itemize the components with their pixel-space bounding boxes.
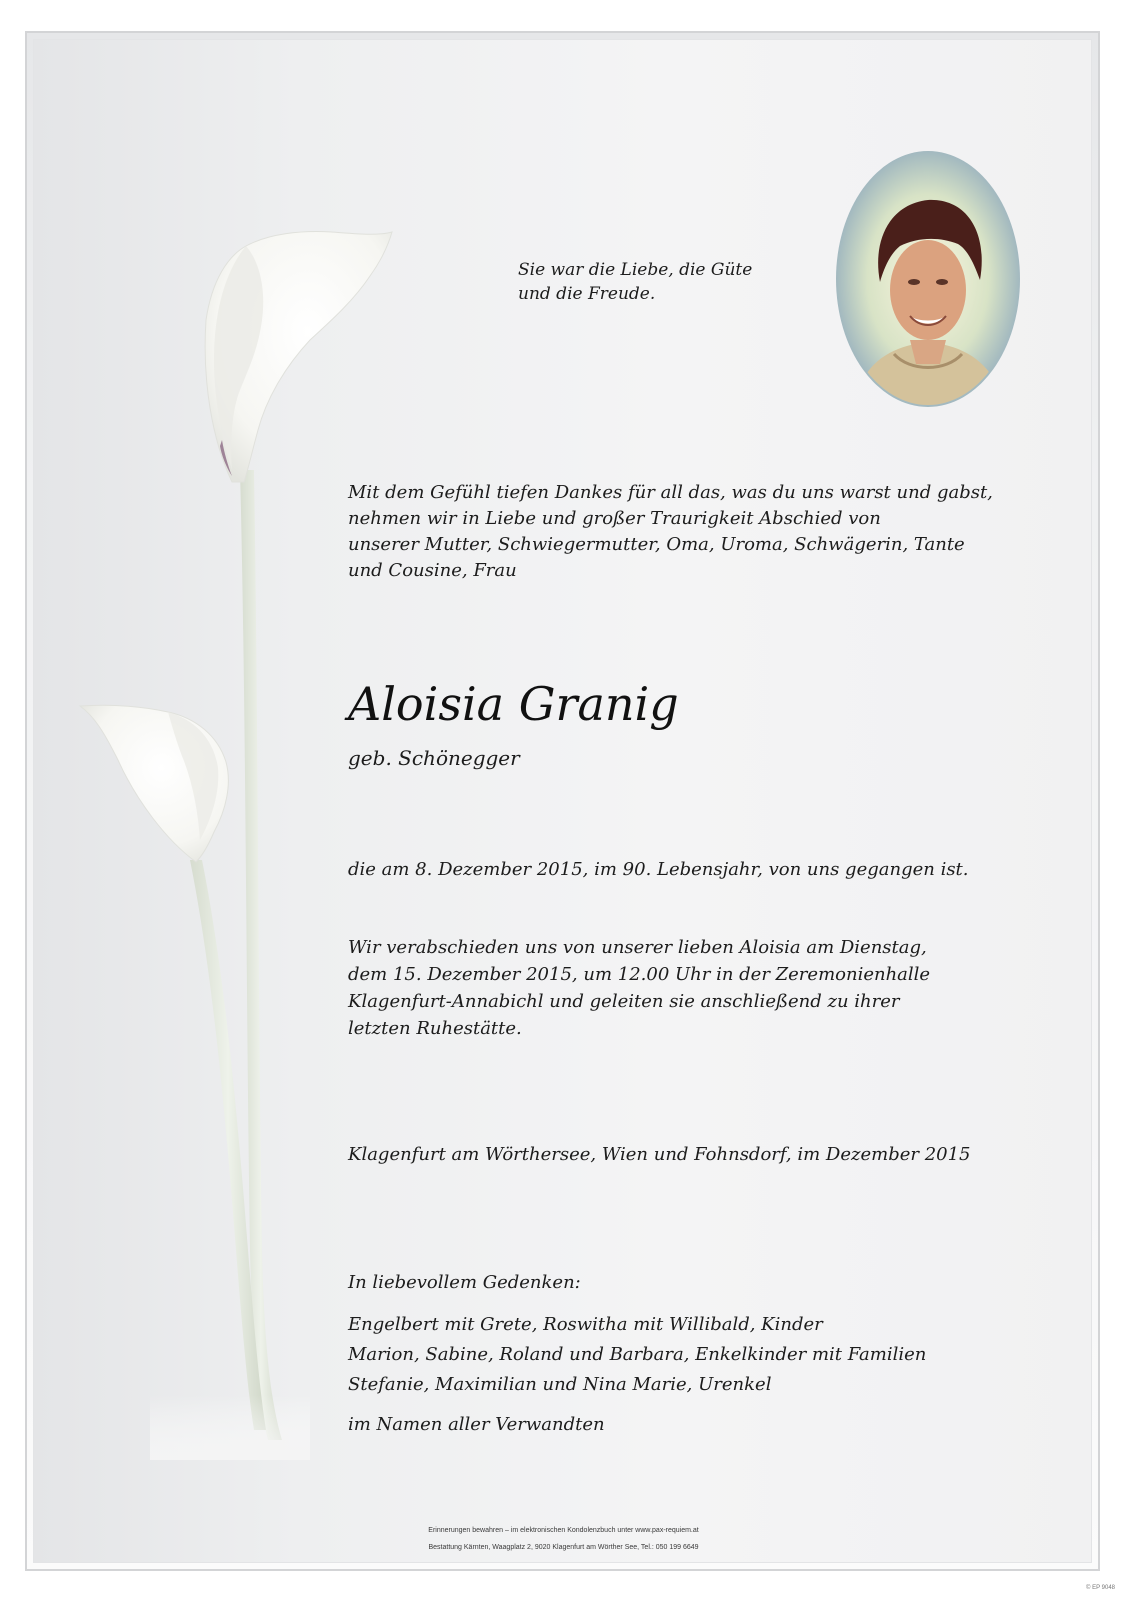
ceremony-line-2: dem 15. Dezember 2015, um 12.00 Uhr in der Zeremonienhalle <box>348 964 931 985</box>
death-notice: die am 8. Dezember 2015, im 90. Lebensjahr, von uns gegangen ist. <box>348 859 969 880</box>
intro-line-4: und Cousine, Frau <box>348 560 517 581</box>
quote-line-2: und die Freude. <box>518 284 656 304</box>
stem-bottom-fade <box>150 1200 310 1460</box>
portrait-photo <box>834 150 1022 408</box>
relatives-line: im Namen aller Verwandten <box>348 1414 605 1435</box>
mourners-line-3: Stefanie, Maximilian und Nina Marie, Urenkel <box>348 1374 772 1395</box>
ceremony-line-1: Wir verabschieden uns von unserer lieben Aloisia am Dienstag, <box>348 937 927 958</box>
memorial-quote <box>518 258 752 306</box>
remembrance-heading: In liebevollem Gedenken: <box>348 1272 581 1293</box>
quote-line-1: Sie war die Liebe, die Güte <box>518 260 753 280</box>
farewell-intro <box>348 480 993 584</box>
mourners-list <box>348 1310 926 1400</box>
place-and-date: Klagenfurt am Wörthersee, Wien und Fohnsdorf, im Dezember 2015 <box>348 1144 971 1165</box>
intro-line-2: nehmen wir in Liebe und großer Traurigkeit Abschied von <box>348 508 881 529</box>
ceremony-line-4: letzten Ruhestätte. <box>348 1018 522 1039</box>
intro-line-1: Mit dem Gefühl tiefen Dankes für all das, was du uns warst und gabst, <box>348 482 993 503</box>
footer-funeral-home: Bestattung Kärnten, Waagplatz 2, 9020 Klagenfurt am Wörther See, Tel.: 050 199 6649 <box>428 1544 699 1551</box>
deceased-name: Aloisia Granig <box>348 677 679 731</box>
mourners-line-2: Marion, Sabine, Roland und Barbara, Enkelkinder mit Familien <box>348 1344 927 1365</box>
mourners-line-1: Engelbert mit Grete, Roswitha mit Willibald, Kinder <box>348 1314 823 1335</box>
ceremony-details <box>348 934 930 1042</box>
birth-name: geb. Schönegger <box>348 746 520 770</box>
ceremony-line-3: Klagenfurt-Annabichl und geleiten sie anschließend zu ihrer <box>348 991 900 1012</box>
intro-line-3: unserer Mutter, Schwiegermutter, Oma, Uroma, Schwägerin, Tante <box>348 534 965 555</box>
footer-condolence-link: Erinnerungen bewahren – im elektronischen Kondolenzbuch unter www.pax-requiem.at <box>428 1527 699 1534</box>
print-code: © EP 9048 <box>1086 1585 1115 1591</box>
